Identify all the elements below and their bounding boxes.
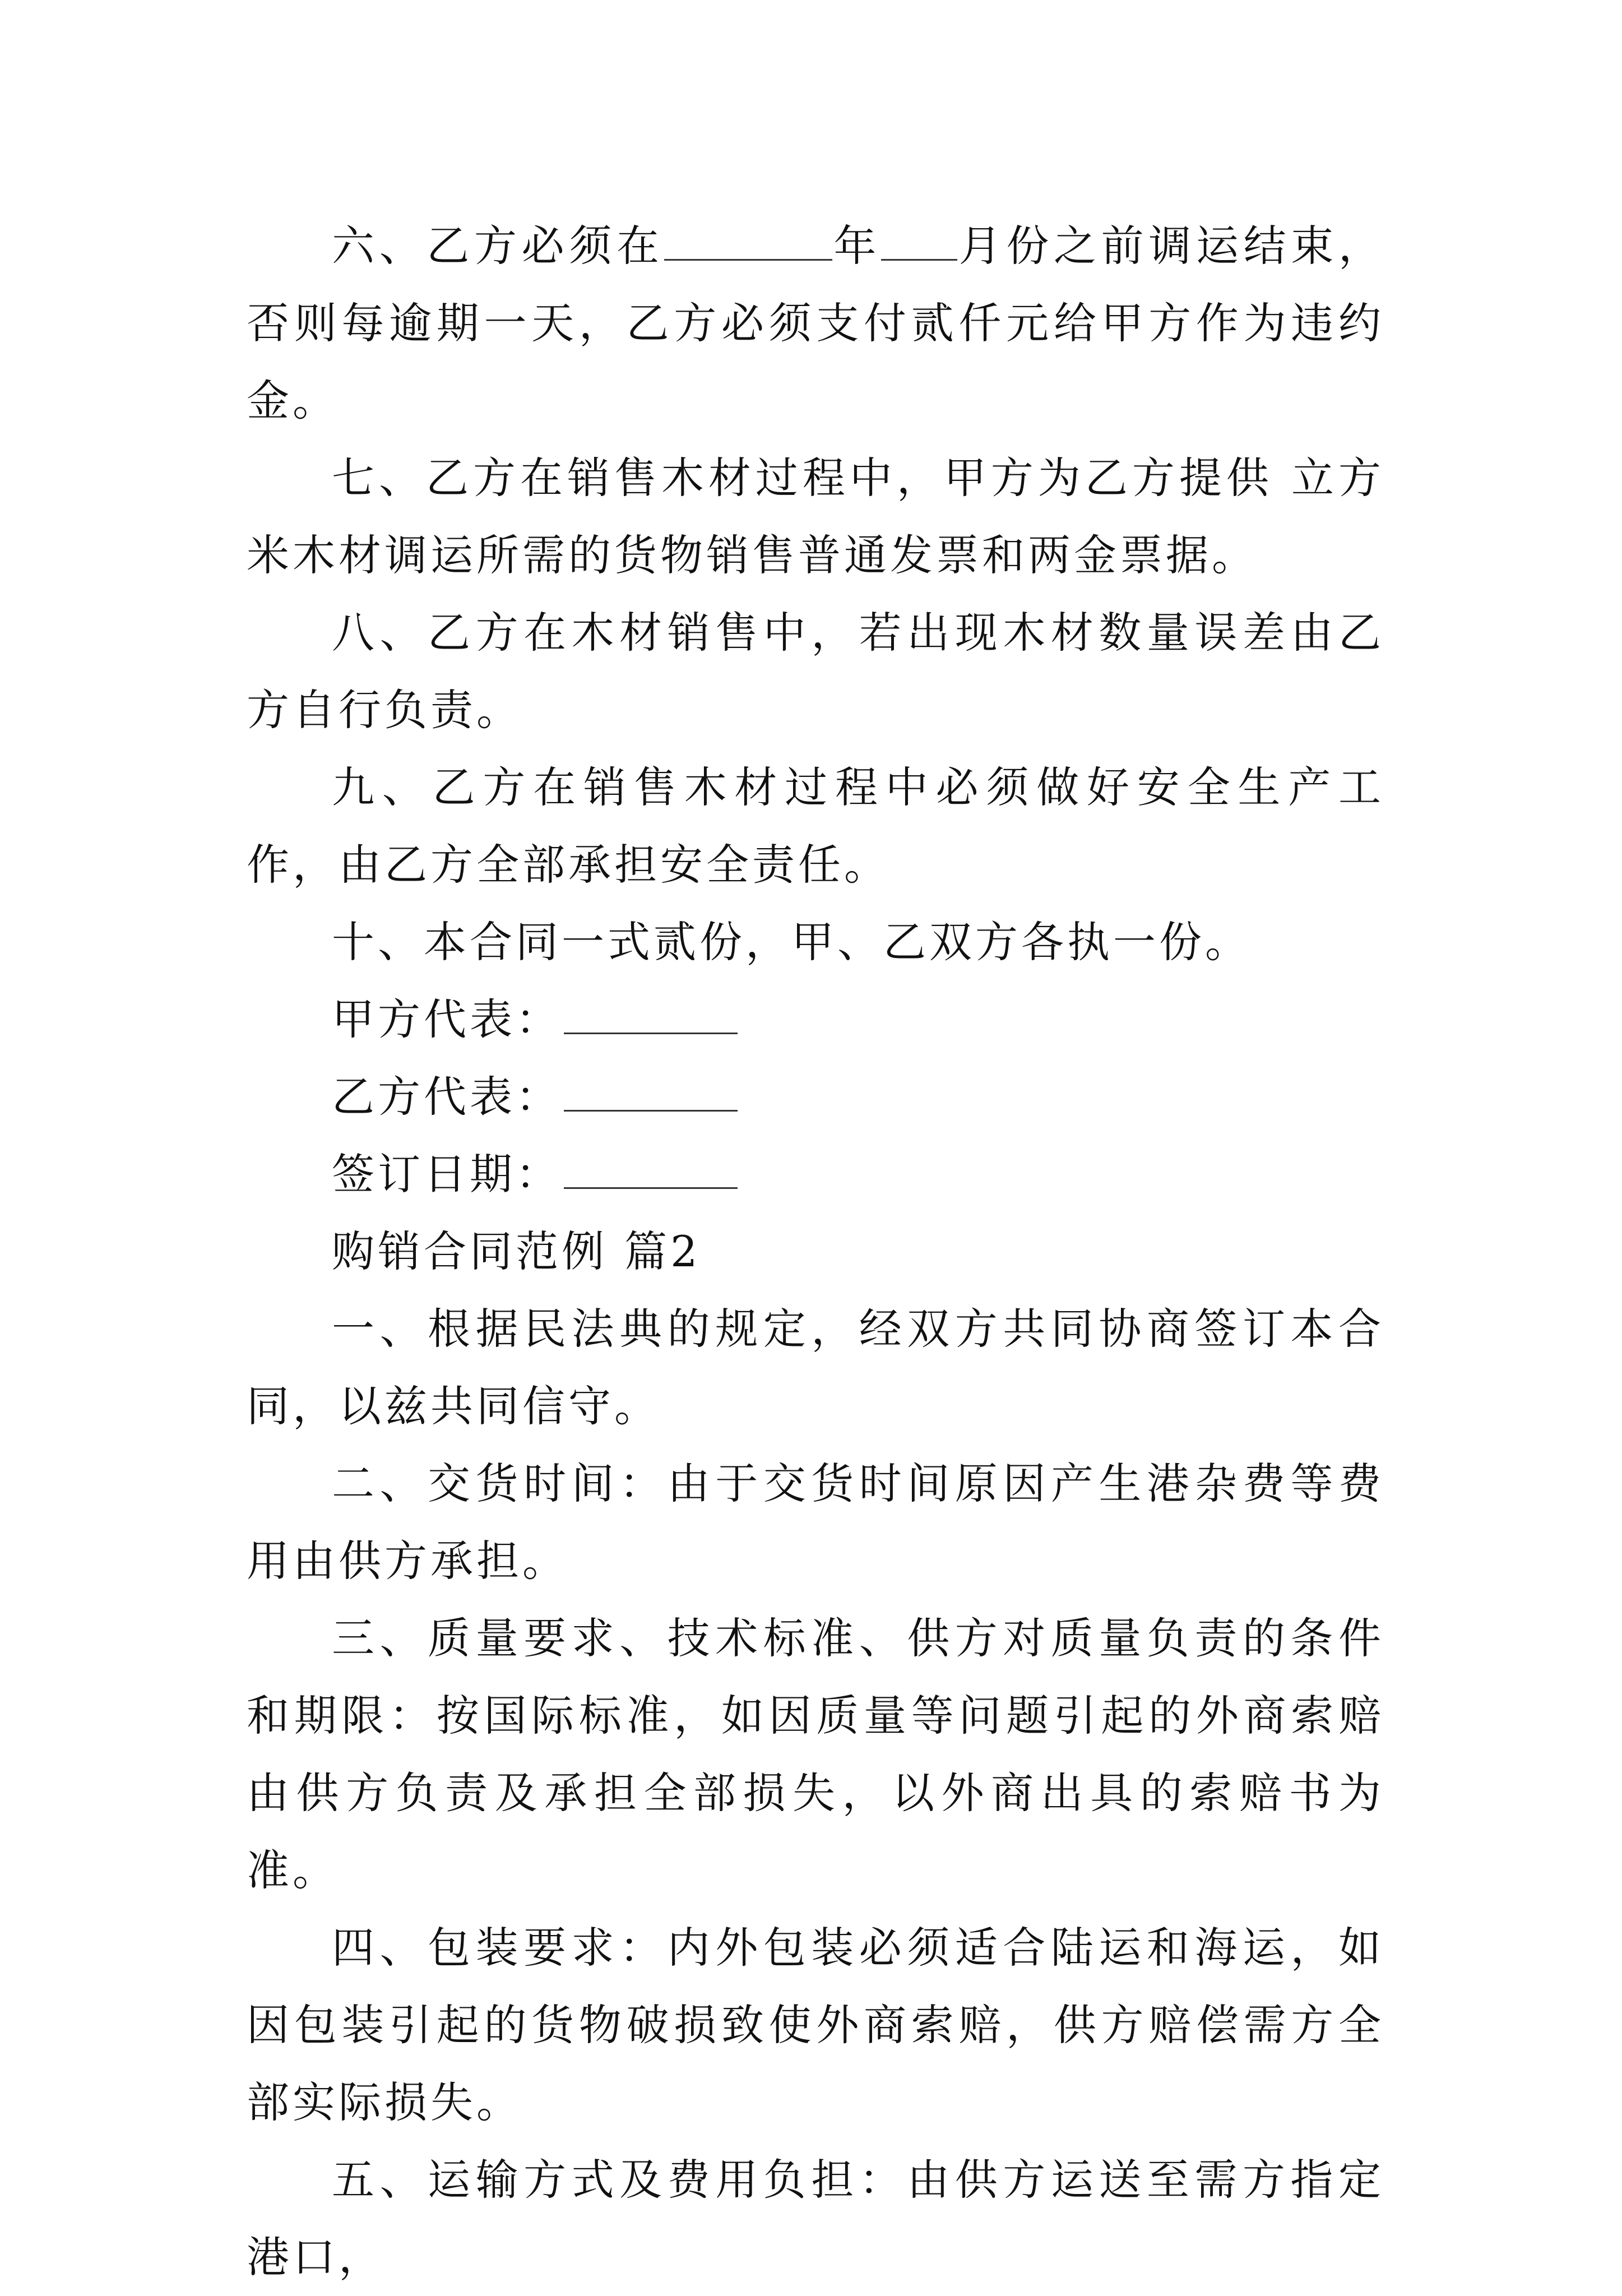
month-blank — [881, 223, 957, 261]
party-a-label: 甲方代表： — [332, 994, 562, 1044]
clause-10: 十、本合同一式贰份，甲、乙双方各执一份。 — [332, 917, 1251, 967]
clause-8: 八、乙方在木材销售中，若出现木材数量误差由乙方自行负责。 — [247, 608, 1384, 735]
party-a-signature-line — [247, 981, 1384, 1058]
clause-6-text-end: 月份之前调运结束，否则每逾期一天，乙方必须支付贰仟元给甲方作为违约金。 — [247, 221, 1385, 425]
clause-7: 七、乙方在销售木材过程中，甲方为乙方提供 立方米木材调运所需的货物销售普通发票和两金票据。 — [247, 453, 1384, 580]
party-a-blank — [564, 997, 738, 1034]
party-b-signature-line — [247, 1058, 1384, 1136]
year-blank — [664, 223, 832, 261]
clause-6-year-unit: 年 — [832, 221, 882, 271]
sign-date-label: 签订日期： — [332, 1149, 562, 1199]
document-body — [247, 207, 1384, 2296]
section-2-clause-2: 二、交货时间：由于交货时间原因产生港杂费等费用由供方承担。 — [247, 1459, 1384, 1586]
party-b-label: 乙方代表： — [332, 1072, 562, 1122]
clause-6 — [247, 207, 1384, 439]
clause-9: 九、乙方在销售木材过程中必须做好安全生产工作，由乙方全部承担安全责任。 — [247, 762, 1384, 890]
sign-date-blank — [564, 1151, 738, 1189]
section-2-clause-5: 五、运输方式及费用负担：由供方运送至需方指定港口， — [247, 2155, 1384, 2282]
section-2-clause-3: 三、质量要求、技术标准、供方对质量负责的条件和期限：按国际标准，如因质量等问题引起的外商索赔由供方负责及承担全部损失，以外商出具的索赔书为准。 — [247, 1613, 1384, 1895]
section-2-title: 购销合同范例 篇2 — [332, 1226, 701, 1276]
party-b-blank — [564, 1074, 738, 1112]
section-2-clause-1: 一、根据民法典的规定，经双方共同协商签订本合同，以兹共同信守。 — [247, 1304, 1384, 1431]
section-2-clause-4: 四、包装要求：内外包装必须适合陆运和海运，如因包装引起的货物破损致使外商索赔，供方赔偿需方全部实际损失。 — [247, 1923, 1384, 2127]
sign-date-line — [247, 1136, 1384, 1213]
clause-6-text-start: 六、乙方必须在 — [332, 221, 664, 271]
